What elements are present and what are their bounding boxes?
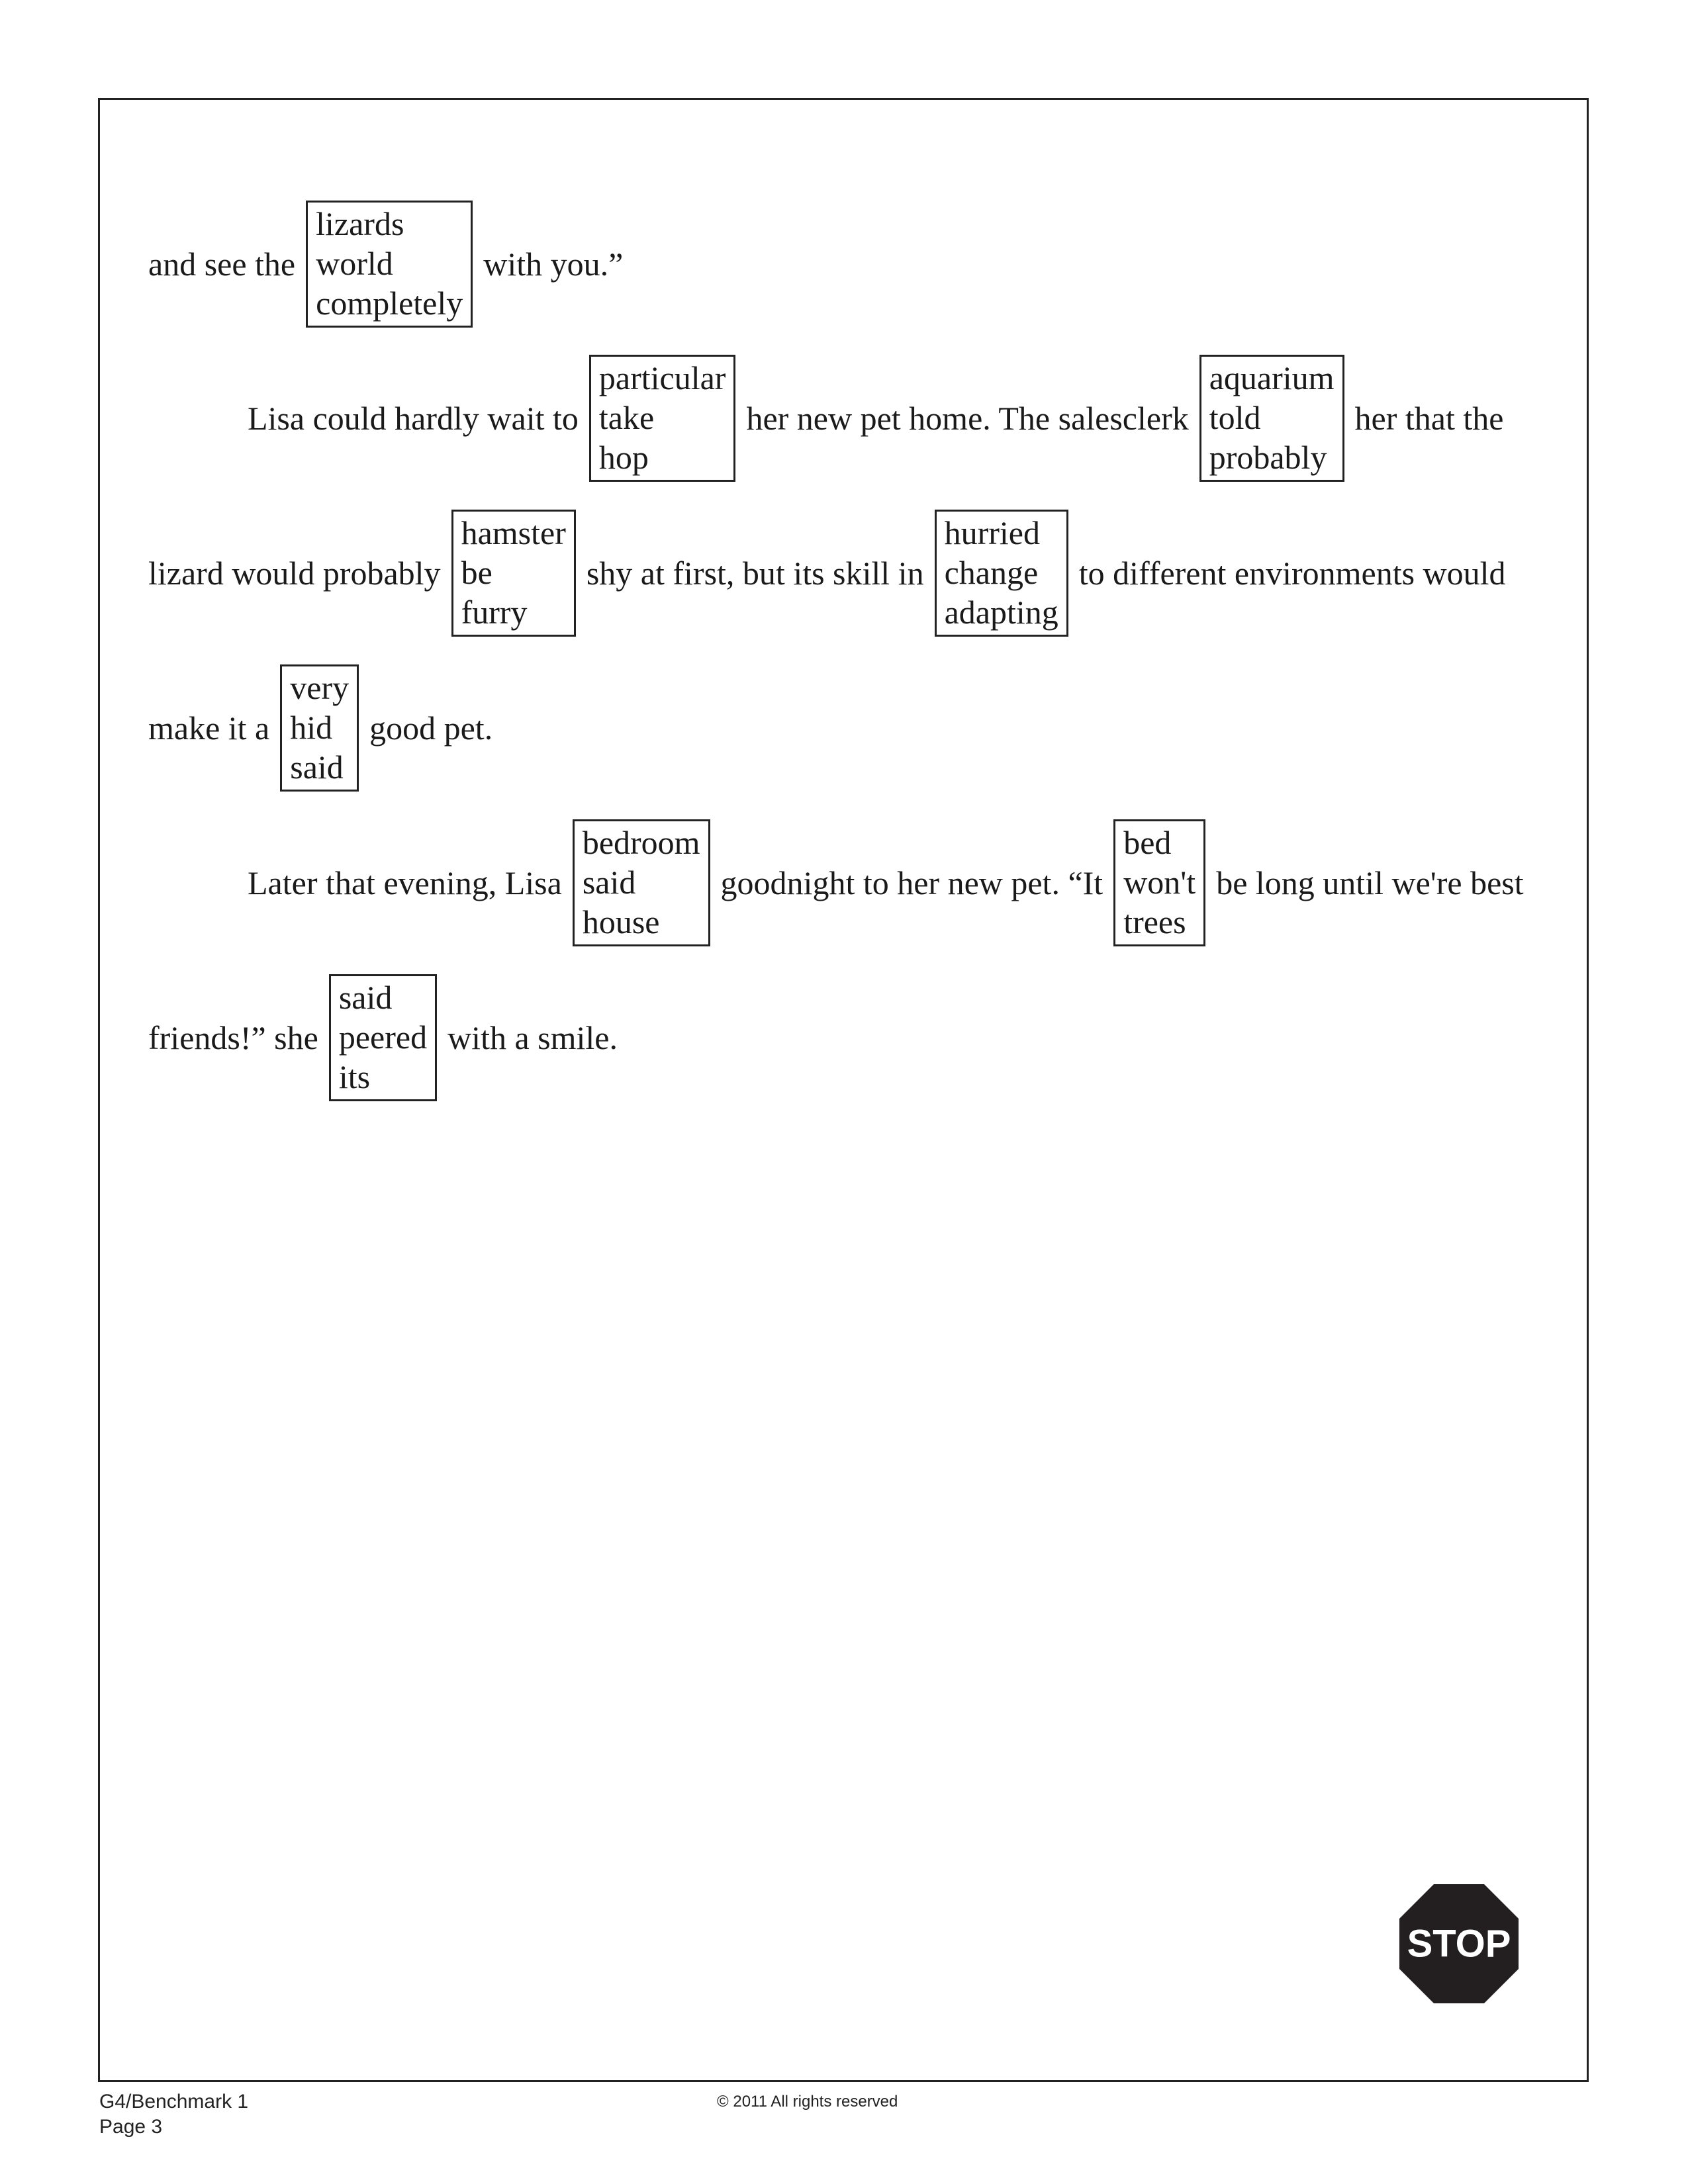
answer-option[interactable]: take xyxy=(598,399,655,436)
page-number: Page 3 xyxy=(99,2116,163,2138)
passage-text: and see the xyxy=(148,246,296,283)
answer-option[interactable]: trees xyxy=(1123,903,1186,940)
answer-choice-box xyxy=(1113,819,1205,946)
answer-option[interactable]: lizards xyxy=(316,205,404,242)
answer-choice-box xyxy=(306,201,473,328)
answer-option[interactable]: world xyxy=(316,245,393,282)
answer-option[interactable]: bedroom xyxy=(582,824,700,861)
passage-text: to different environments would xyxy=(1078,555,1506,592)
answer-option[interactable]: particular xyxy=(598,359,726,396)
answer-option[interactable]: house xyxy=(582,903,660,940)
answer-choice-box xyxy=(280,664,359,792)
passage-line-2 xyxy=(248,355,1503,482)
answer-choice-box xyxy=(1199,355,1344,482)
answer-option[interactable]: probably xyxy=(1209,439,1327,476)
copyright-notice: © 2011 All rights reserved xyxy=(717,2093,898,2111)
answer-option[interactable]: its xyxy=(338,1058,371,1095)
answer-option[interactable]: said xyxy=(582,864,636,901)
answer-option[interactable]: aquarium xyxy=(1209,359,1335,396)
answer-option[interactable]: adapting xyxy=(944,594,1058,631)
passage-text: her new pet home. The salesclerk xyxy=(746,400,1189,437)
stop-label: STOP xyxy=(1407,1922,1511,1966)
passage-text: be long until we're best xyxy=(1216,864,1524,901)
answer-choice-box xyxy=(329,974,437,1101)
answer-choice-box xyxy=(589,355,736,482)
passage-text: friends!” she xyxy=(148,1019,318,1056)
answer-option[interactable]: furry xyxy=(461,594,528,631)
answer-choice-box xyxy=(935,510,1068,637)
answer-choice-box xyxy=(573,819,710,946)
passage-text: with you.” xyxy=(483,246,624,283)
answer-option[interactable]: hid xyxy=(290,709,333,746)
passage-line-4 xyxy=(148,664,492,792)
answer-option[interactable]: completely xyxy=(316,285,463,322)
passage-line-1 xyxy=(148,201,623,328)
test-name: G4/Benchmark 1 xyxy=(99,2091,249,2113)
passage-text: Lisa could hardly wait to xyxy=(248,400,579,437)
answer-option[interactable]: won't xyxy=(1123,864,1196,901)
passage-text: goodnight to her new pet. “It xyxy=(720,864,1103,901)
answer-option[interactable]: hurried xyxy=(944,514,1040,551)
answer-option[interactable]: be xyxy=(461,554,492,591)
passage-text: her that the xyxy=(1354,400,1504,437)
passage-text: with a smile. xyxy=(447,1019,618,1056)
passage-line-3 xyxy=(148,510,1506,637)
passage-text: make it a xyxy=(148,709,270,747)
answer-option[interactable]: change xyxy=(944,554,1039,591)
answer-choice-box xyxy=(451,510,576,637)
answer-option[interactable]: hamster xyxy=(461,514,566,551)
answer-option[interactable]: very xyxy=(290,669,350,706)
answer-option[interactable]: peered xyxy=(338,1019,428,1056)
stop-sign-icon xyxy=(1398,1883,1520,2005)
passage-text: Later that evening, Lisa xyxy=(248,864,562,901)
passage-text: good pet. xyxy=(369,709,493,747)
answer-option[interactable]: told xyxy=(1209,399,1261,436)
passage-line-6 xyxy=(148,974,618,1101)
answer-option[interactable]: said xyxy=(338,979,393,1016)
footer-info xyxy=(99,2089,248,2140)
passage-line-5 xyxy=(248,819,1524,946)
answer-option[interactable]: said xyxy=(290,749,344,786)
passage-text: lizard would probably xyxy=(148,555,441,592)
answer-option[interactable]: bed xyxy=(1123,824,1172,861)
answer-option[interactable]: hop xyxy=(598,439,649,476)
passage-text: shy at first, but its skill in xyxy=(586,555,924,592)
